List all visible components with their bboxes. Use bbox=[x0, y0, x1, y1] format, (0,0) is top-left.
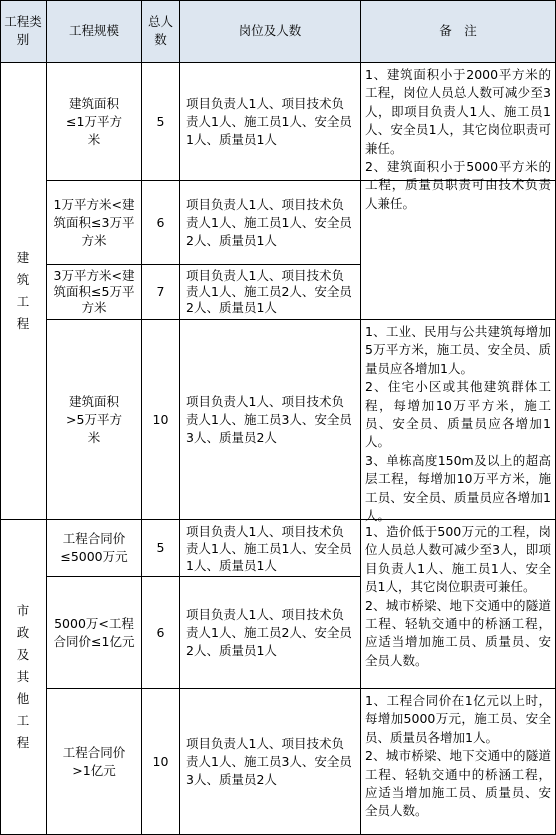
positions-cell: 项目负责人1人、项目技术负责人1人、施工员2人、安全员2人、质量员1人 bbox=[180, 577, 361, 689]
header-category: 工程类别 bbox=[0, 0, 47, 63]
positions-cell: 项目负责人1人、项目技术负责人1人、施工员1人、安全员1人、质量员1人 bbox=[180, 520, 361, 577]
positions-cell: 项目负责人1人、项目技术负责人1人、施工员1人、安全员1人、质量员1人 bbox=[180, 63, 361, 181]
total-cell: 10 bbox=[142, 689, 180, 835]
header-remarks: 备 注 bbox=[361, 0, 556, 63]
header-scale: 工程规模 bbox=[47, 0, 142, 63]
scale-cell: 建筑面积>5万平方米 bbox=[47, 320, 142, 520]
scale-cell: 1万平方米<建筑面积≤3万平方米 bbox=[47, 181, 142, 265]
scale-cell: 建筑面积≤1万平方米 bbox=[47, 63, 142, 181]
scale-cell: 工程合同价>1亿元 bbox=[47, 689, 142, 835]
remark-cell: 1、工程合同价在1亿元以上时，每增加5000万元，施工员、安全员、质量员各增加1人。 2、城市桥梁、地下交通中的隧道工程、轻轨交通中的桥涵工程，应适当增加施工员、质量员、安全员人数。 bbox=[361, 689, 556, 835]
total-cell: 10 bbox=[142, 320, 180, 520]
category-building: 建 筑 工 程 bbox=[0, 63, 47, 520]
total-cell: 6 bbox=[142, 577, 180, 689]
header-total: 总人数 bbox=[142, 0, 180, 63]
total-cell: 5 bbox=[142, 520, 180, 577]
category-municipal: 市 政 及 其 他 工 程 bbox=[0, 520, 47, 835]
positions-cell: 项目负责人1人、项目技术负责人1人、施工员2人、安全员2人、质量员1人 bbox=[180, 265, 361, 320]
remark-cell-empty bbox=[361, 181, 556, 320]
remark-cell: 1、建筑面积小于2000平方米的工程，岗位人员总人数可减少至3人，即项目负责人1人、施工员1人、安全员1人，其它岗位职责可兼任。 2、建筑面积小于5000平方米的工程，质量员职责可由技术负责人兼任。 bbox=[361, 63, 556, 181]
scale-cell: 5000万<工程合同价≤1亿元 bbox=[47, 577, 142, 689]
scale-cell: 3万平方米<建筑面积≤5万平方米 bbox=[47, 265, 142, 320]
header-positions: 岗位及人数 bbox=[180, 0, 361, 63]
remark-cell: 1、造价低于500万元的工程，岗位人员总人数可减少至3人，即项目负责人1人、施工员1人、安全员1人，其它岗位职责可兼任。 2、城市桥梁、地下交通中的隧道工程、轻轨交通中的桥涵工程，应适当增加施工员、质量员、安全员人数。 bbox=[361, 520, 556, 689]
scale-cell: 工程合同价≤5000万元 bbox=[47, 520, 142, 577]
positions-cell: 项目负责人1人、项目技术负责人1人、施工员3人、安全员3人、质量员2人 bbox=[180, 320, 361, 520]
total-cell: 7 bbox=[142, 265, 180, 320]
positions-cell: 项目负责人1人、项目技术负责人1人、施工员3人、安全员3人、质量员2人 bbox=[180, 689, 361, 835]
remark-cell: 1、工业、民用与公共建筑每增加5万平方米，施工员、安全员、质量员应各增加1人。 2、住宅小区或其他建筑群体工程，每增加10万平方米，施工员、安全员、质量员应各增加1人。 3、单栋高度150m及以上的超高层工程，每增加10万平方米，施工员、安全员、质量员应各增加1人。 bbox=[361, 320, 556, 520]
positions-cell: 项目负责人1人、项目技术负责人1人、施工员1人、安全员2人、质量员1人 bbox=[180, 181, 361, 265]
total-cell: 5 bbox=[142, 63, 180, 181]
total-cell: 6 bbox=[142, 181, 180, 265]
